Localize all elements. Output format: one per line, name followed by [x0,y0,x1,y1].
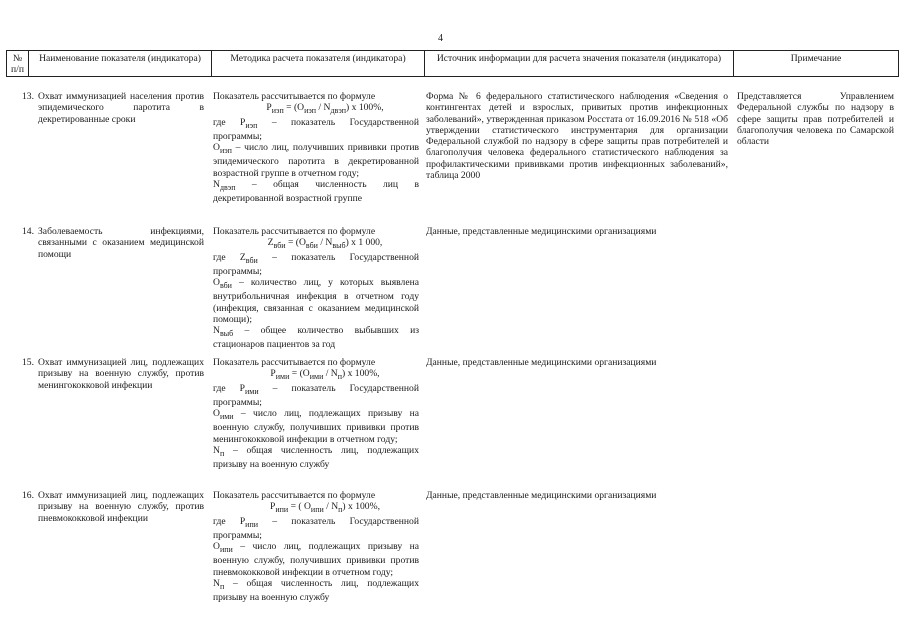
method-line: $О_{вби}$ – количество лиц, у которых выявлена внутрибольничная инфекция в отчетном году (инфекция, связанная с оказанием медицинской помощи); [213,277,419,325]
method-line: $N_п$ – общая численность лиц, подлежащих призыву на военную службу [213,577,419,603]
row-note: Представляется Управлением Федеральной службы по надзору в сфере защиты прав потребителей и благополучия человека по Самарской области [737,91,894,148]
method-line: где $Р_{ими}$ – показатель Государственной программы; [213,382,419,408]
header-source: Источник информации для расчета значения показателя (индикатора) [425,51,734,77]
method-line: $N_{выб}$ – общее количество выбывших из стационаров пациентов за год [213,325,419,351]
page-number: 4 [438,33,443,44]
header-method: Методика расчета показателя (индикатора) [212,51,425,77]
header-name: Наименование показателя (индикатора) [29,51,212,77]
calculation-method [213,91,419,204]
method-line: где $Z_{вби}$ – показатель Государственной программы; [213,251,419,277]
data-source: Данные, представленные медицинскими организациями [426,357,657,368]
method-intro: Показатель рассчитывается по формуле [213,91,376,102]
method-line: $N_{двэп}$ – общая численность лиц в декретированной возрастной группе [213,178,419,204]
method-formula: $Z_{вби} = (О_{вби} / N_{выб})$ х 1 000, [267,237,383,251]
row-number: 14. [22,226,34,237]
calculation-method [213,490,419,603]
method-intro: Показатель рассчитывается по формуле [213,226,376,237]
method-intro: Показатель рассчитывается по формуле [213,490,376,501]
table-header [6,50,899,77]
calculation-method [213,357,419,470]
indicator-name: Охват иммунизацией лиц, подлежащих призыву на военную службу, против менингококковой инфекции [38,357,204,391]
method-line: $N_п$ – общая численность лиц, подлежащих призыву на военную службу [213,444,419,470]
header-note: Примечание [734,51,899,77]
row-number: 16. [22,490,34,501]
row-number: 13. [22,91,34,102]
method-line: где $Р_{иэп}$ – показатель Государственной программы; [213,116,419,142]
row-number: 15. [22,357,34,368]
method-line: $О_{ими}$ – число лиц, подлежащих призыву на военную службу, получивших прививки против менингококковой инфекции в отчетном году; [213,408,419,445]
method-line: $О_{ипи}$ – число лиц, подлежащих призыву на военную службу, получивших прививки против пневмококковой инфекции в отчетном году; [213,541,419,578]
method-formula: $Р_{ими} = (О_{ими} / N_п)$ х 100%, [270,368,380,382]
data-source: Форма № 6 федерального статистического наблюдения «Сведения о контингентах детей и взрослых, привитых против инфекционных заболеваний», утвержденная приказом Росстата от 16.09.2016 № 518 «Об утверждении статистического инструментария для организации Федеральной службой по надзору в сфере защиты прав потребителей и благополучия человека федерального статистического наблюдения за профилактическими прививками против инфекционных заболеваний», таблица 2000 [426,91,728,182]
method-formula: $Р_{ипи}$ = ( $О_{ипи} / N_п$) х 100%, [269,501,380,515]
method-line: где $Р_{ипи}$ – показатель Государственной программы; [213,515,419,541]
indicator-name: Охват иммунизацией населения против эпидемического паротита в декретированные сроки [38,91,204,125]
calculation-method [213,226,419,351]
header-num: № п/п [7,51,29,77]
method-line: $О_{иэп}$ – число лиц, получивших прививки против эпидемического паротита в декретированной возрастной группе в отчетном году; [213,142,419,179]
indicator-name: Заболеваемость инфекциями, связанными с оказанием медицинской помощи [38,226,204,260]
indicator-name: Охват иммунизацией лиц, подлежащих призыву на военную службу, против пневмококковой инфекции [38,490,204,524]
method-formula: $Р_{иэп} = (О_{иэп} / N_{двэп})$ х 100%, [266,102,384,116]
data-source: Данные, представленные медицинскими организациями [426,490,657,501]
method-intro: Показатель рассчитывается по формуле [213,357,376,368]
data-source: Данные, представленные медицинскими организациями [426,226,657,237]
